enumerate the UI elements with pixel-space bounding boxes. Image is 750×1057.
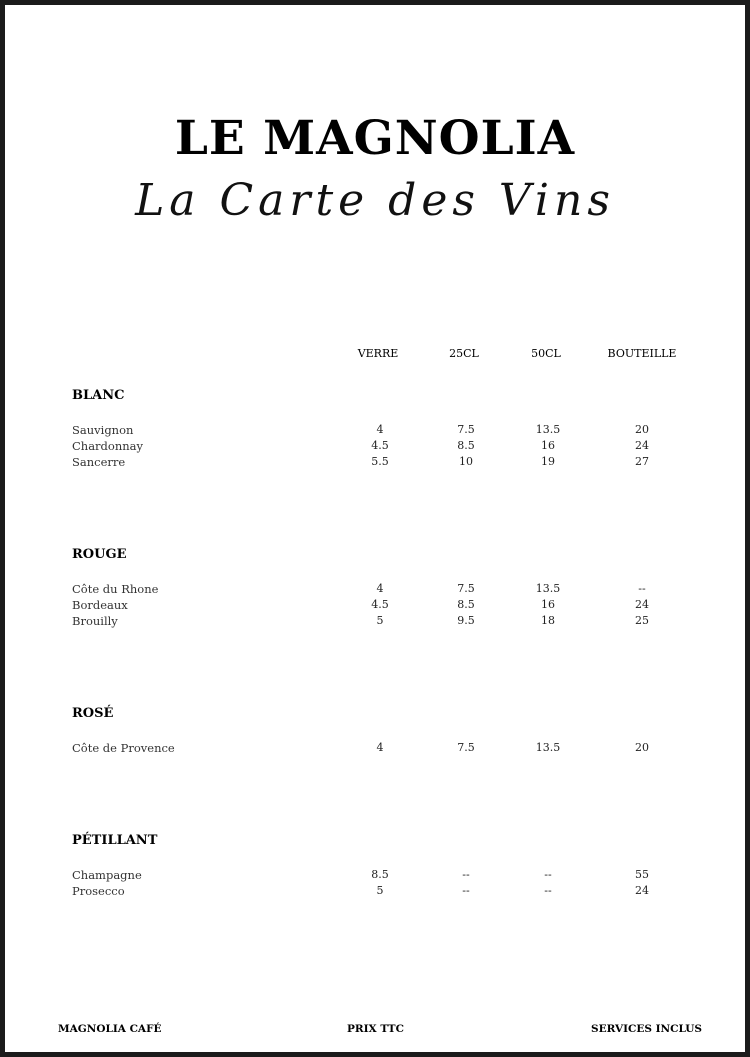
restaurant-title: LE MAGNOLIA <box>174 111 576 166</box>
price-verre: 4 <box>376 741 384 754</box>
wine-row <box>5 455 745 471</box>
price-25cl: 9.5 <box>457 614 475 627</box>
price-50cl: 19 <box>541 455 555 468</box>
column-header-verre: VERRE <box>357 347 399 360</box>
column-header-bouteille: BOUTEILLE <box>607 347 677 360</box>
price-25cl: 7.5 <box>457 741 475 754</box>
price-verre: 4 <box>376 423 384 436</box>
footer-cafe-name: MAGNOLIA CAFÉ <box>58 1023 162 1035</box>
price-verre: 4.5 <box>371 598 389 611</box>
wine-row <box>5 582 745 598</box>
price-verre: 4.5 <box>371 439 389 452</box>
price-25cl: 7.5 <box>457 423 475 436</box>
price-50cl: -- <box>544 884 552 897</box>
price-25cl: -- <box>462 884 470 897</box>
price-50cl: -- <box>544 868 552 881</box>
price-verre: 4 <box>376 582 384 595</box>
price-bouteille: 24 <box>635 598 649 611</box>
price-25cl: -- <box>462 868 470 881</box>
price-25cl: 7.5 <box>457 582 475 595</box>
section-title-blanc: BLANC <box>72 388 125 403</box>
wine-row <box>5 598 745 614</box>
wine-name: Chardonnay <box>72 439 144 453</box>
section-title-rose: ROSÉ <box>72 706 114 721</box>
wine-row <box>5 868 745 884</box>
price-verre: 5.5 <box>371 455 389 468</box>
price-verre: 5 <box>376 884 384 897</box>
section-title-rouge: ROUGE <box>72 547 127 562</box>
price-25cl: 8.5 <box>457 439 475 452</box>
price-50cl: 13.5 <box>535 741 561 754</box>
wine-row <box>5 423 745 439</box>
price-25cl: 8.5 <box>457 598 475 611</box>
price-bouteille: 24 <box>635 439 649 452</box>
price-50cl: 16 <box>541 439 555 452</box>
price-50cl: 13.5 <box>535 582 561 595</box>
wine-name: Sancerre <box>72 455 126 469</box>
price-bouteille: 24 <box>635 884 649 897</box>
price-bouteille: 27 <box>635 455 649 468</box>
wine-name: Sauvignon <box>72 423 134 437</box>
price-bouteille: -- <box>638 582 646 595</box>
price-bouteille: 55 <box>635 868 649 881</box>
column-header-25cl: 25CL <box>449 347 479 360</box>
wine-row <box>5 741 745 757</box>
wine-row <box>5 614 745 630</box>
wine-name: Prosecco <box>72 884 125 898</box>
wine-name: Bordeaux <box>72 598 128 612</box>
wine-name: Brouilly <box>72 614 118 628</box>
price-50cl: 18 <box>541 614 555 627</box>
menu-page <box>5 5 745 1052</box>
menu-subtitle: La Carte des Vins <box>135 175 615 226</box>
wine-row <box>5 884 745 900</box>
price-25cl: 10 <box>459 455 473 468</box>
price-50cl: 16 <box>541 598 555 611</box>
price-bouteille: 20 <box>635 423 649 436</box>
wine-name: Côte du Rhone <box>72 582 159 596</box>
column-header-50cl: 50CL <box>531 347 561 360</box>
wine-name: Côte de Provence <box>72 741 175 755</box>
footer-services-inclus: SERVICES INCLUS <box>591 1023 703 1035</box>
price-bouteille: 20 <box>635 741 649 754</box>
price-bouteille: 25 <box>635 614 649 627</box>
price-50cl: 13.5 <box>535 423 561 436</box>
footer-prix-ttc: PRIX TTC <box>347 1023 404 1035</box>
wine-name: Champagne <box>72 868 142 882</box>
price-verre: 5 <box>376 614 384 627</box>
price-verre: 8.5 <box>371 868 389 881</box>
wine-row <box>5 439 745 455</box>
section-title-petillant: PÉTILLANT <box>72 833 158 848</box>
